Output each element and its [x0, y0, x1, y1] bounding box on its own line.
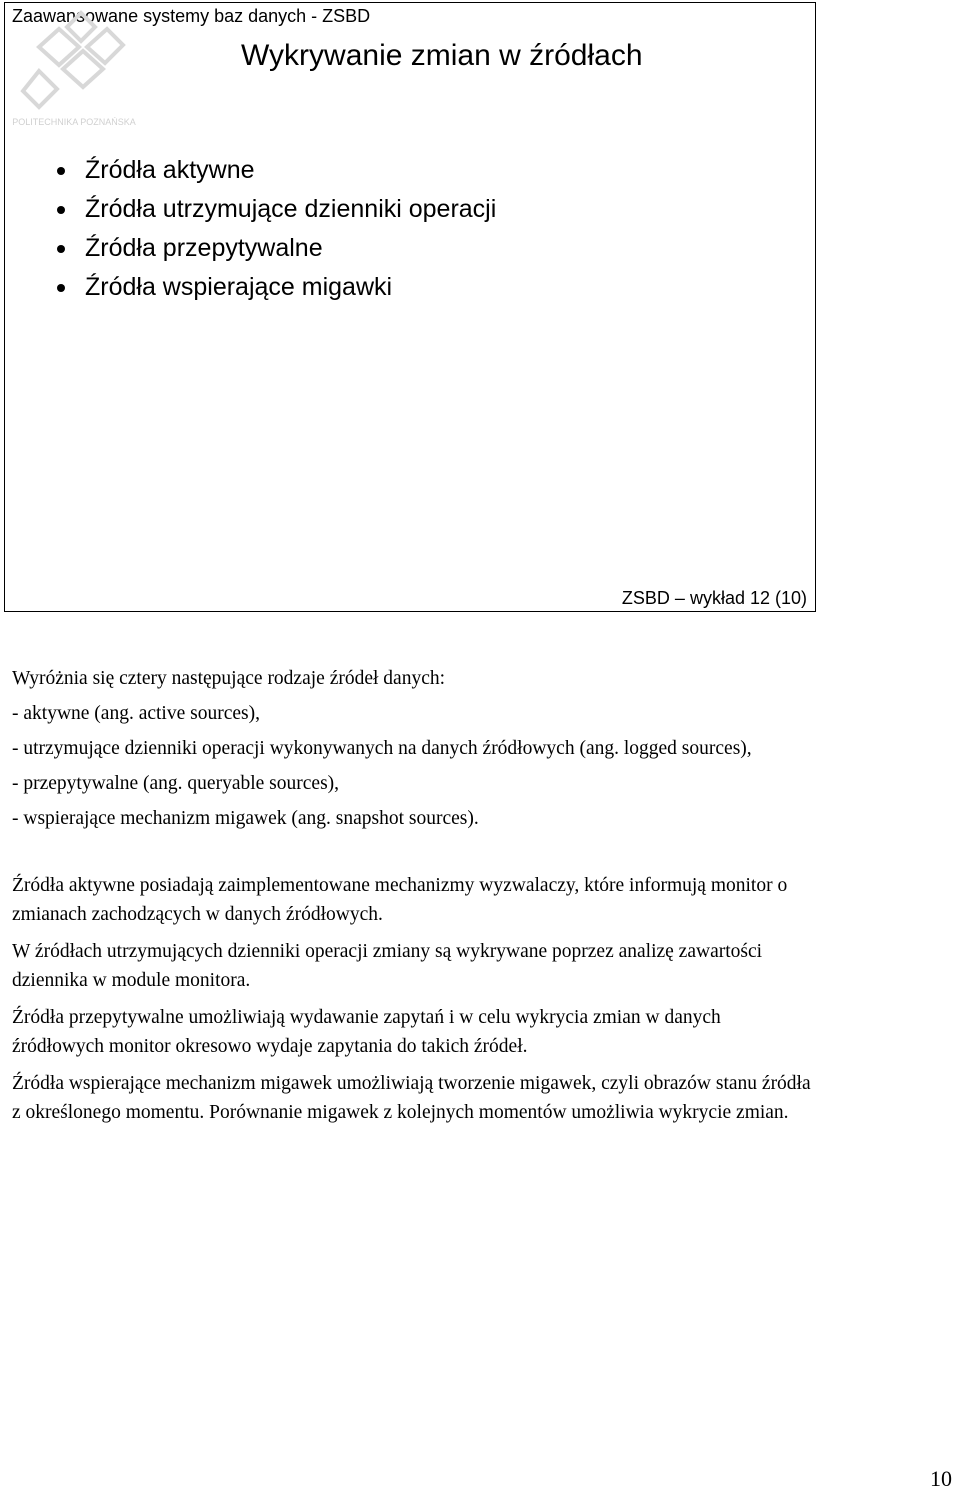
- slide-title: Wykrywanie zmian w źródłach: [241, 39, 643, 72]
- bullet-item: Źródła wspierające migawki: [53, 268, 496, 307]
- bullet-item: Źródła utrzymujące dzienniki operacji: [53, 190, 496, 229]
- notes-paragraph: W źródłach utrzymujących dzienniki operacji zmiany są wykrywane poprzez analizę zawartości dziennika w module monitora.: [12, 941, 763, 991]
- notes-paragraph: Źródła wspierające mechanizm migawek umożliwiają tworzenie migawek, czyli obrazów stanu źródła z określonego momentu. Porównanie migawek z kolejnych momentów umożliwia wykrycie zmian.: [12, 1073, 811, 1123]
- svg-text:POLITECHNIKA POZNAŃSKA: POLITECHNIKA POZNAŃSKA: [12, 117, 136, 127]
- bullet-item: Źródła przepytywalne: [53, 229, 496, 268]
- bullet-item: Źródła aktywne: [53, 151, 496, 190]
- university-logo: [12, 7, 136, 135]
- page-number: 10: [930, 1466, 952, 1491]
- notes-paragraph: Źródła aktywne posiadają zaimplementowane mechanizmy wyzwalaczy, które informują monitor o zmianach zachodzących w danych źródłowych.: [12, 875, 788, 925]
- notes-list-item: - przepytywalne (ang. queryable sources),: [12, 773, 340, 794]
- notes-intro: Wyróżnia się cztery następujące rodzaje źródeł danych:: [12, 668, 446, 689]
- notes-paragraph: Źródła przepytywalne umożliwiają wydawanie zapytań i w celu wykrycia zmian w danych źródłowych monitor okresowo wydaje zapytania do takich źródeł.: [12, 1007, 721, 1057]
- notes-list-item: - utrzymujące dzienniki operacji wykonywanych na danych źródłowych (ang. logged sources),: [12, 738, 752, 759]
- slide-footer: ZSBD – wykład 12 (10): [621, 588, 807, 608]
- slide: [4, 2, 816, 612]
- notes-list-item: - wspierające mechanizm migawek (ang. snapshot sources).: [12, 808, 479, 829]
- notes-list-item: - aktywne (ang. active sources),: [12, 703, 260, 724]
- course-header: Zaawansowane systemy baz danych - ZSBD: [12, 6, 371, 26]
- lecture-notes: [12, 664, 812, 1135]
- slide-bullet-list: [53, 151, 496, 307]
